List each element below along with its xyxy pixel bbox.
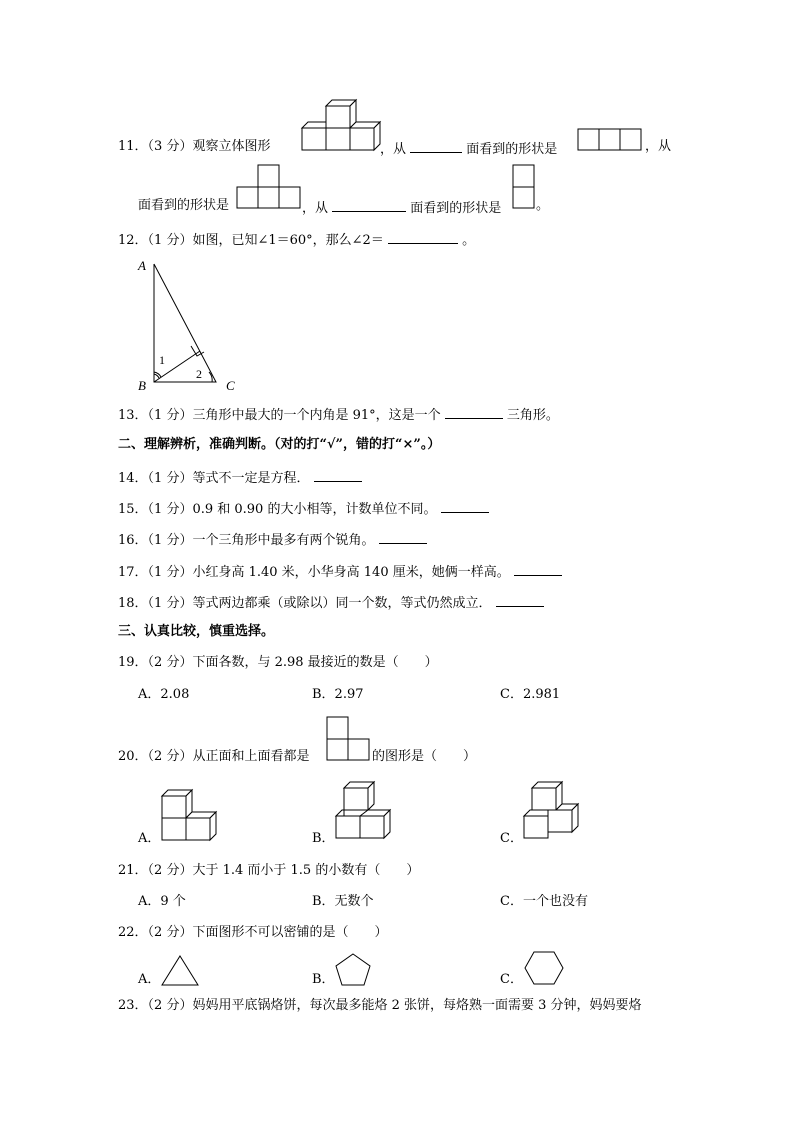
q12-angle-1: 1 [159,353,165,367]
section3-heading: 三、认真比较，慎重选择。 [118,624,275,639]
q11-solid-figure [300,96,380,156]
q11-blank-2[interactable] [332,197,406,212]
q20-text: 20．（2 分）从正面和上面看都是 [118,749,310,764]
q20-option-a-figure[interactable] [160,786,220,846]
q11-line1b [380,138,557,159]
q12-angle-2: 2 [196,367,202,381]
q21-option-b[interactable]: B．无数个 [312,894,374,909]
q12-label-a: A [138,258,146,273]
q14-line [118,467,362,488]
q17-line [118,561,562,582]
q18-line [118,592,544,613]
q22-text: 22．（2 分）下面图形不可以密铺的是（ ） [118,925,388,940]
q20-option-b-label[interactable]: B． [312,831,335,846]
q16-blank[interactable] [379,529,427,544]
q20-view-shape [326,716,372,762]
q12-text: 12．（1 分）如图，已知∠1＝60°，那么∠2＝ [118,233,384,248]
q19-option-c[interactable]: C．2.981 [500,687,561,702]
q11-mid1: ，从 [380,142,407,157]
q21-option-a[interactable]: A．9 个 [138,894,186,909]
q17-text: 17．（1 分）小红身高 1.40 米，小华身高 140 厘米，她俩一样高。 [118,565,510,580]
q18-blank[interactable] [496,592,544,607]
q12-label-c: C [226,378,235,393]
q13-line [118,404,559,425]
q12-triangle-figure [134,254,244,394]
q11-blank-1[interactable] [410,138,462,153]
q18-text: 18．（1 分）等式两边都乘（或除以）同一个数，等式仍然成立． [118,596,492,611]
q11-line2-mid2: 面看到的形状是 [410,201,502,216]
q11-line2a: 面看到的形状是 [138,198,230,213]
q20-option-b-figure[interactable] [334,778,394,844]
q11-prefix: 11．（3 分）观察立体图形 [118,139,271,154]
q11-line2-mid: ，从 [302,201,329,216]
q22-pentagon-shape[interactable] [334,952,374,988]
q11-view-three-squares [577,128,643,152]
q14-text: 14．（1 分）等式不一定是方程． [118,471,310,486]
q12-line [118,229,475,250]
q13-end: 三角形。 [506,408,559,423]
q13-text: 13．（1 分）三角形中最大的一个内角是 91°，这是一个 [118,408,441,423]
q22-option-c-label[interactable]: C． [500,972,523,987]
q19-text: 19．（2 分）下面各数，与 2.98 最接近的数是（ ） [118,655,438,670]
q16-line [118,529,427,550]
q13-blank[interactable] [445,404,503,419]
q20-option-c-figure[interactable] [520,778,584,844]
q22-option-a-label[interactable]: A． [138,972,161,987]
q23-text: 23．（2 分）妈妈用平底锅烙饼，每次最多能烙 2 张饼，每烙熟一面需要 3 分钟，妈妈要烙 [118,998,642,1013]
q11-line2-end: 。 [536,198,550,213]
q11-line1 [118,138,270,156]
q12-end: 。 [462,233,476,248]
q15-text: 15．（1 分）0.9 和 0.90 的大小相等，计数单位不同。 [118,502,437,517]
q17-blank[interactable] [514,561,562,576]
q11-line2b [302,197,501,218]
q19-option-a[interactable]: A．2.08 [138,687,190,702]
q21-option-c[interactable]: C．一个也没有 [500,894,588,909]
q22-hexagon-shape[interactable] [524,950,564,986]
q20-option-c-label[interactable]: C． [500,831,523,846]
q15-blank[interactable] [441,498,489,513]
q22-option-b-label[interactable]: B． [312,972,335,987]
q21-text: 21．（2 分）大于 1.4 而小于 1.5 的小数有（ ） [118,863,420,878]
q12-blank[interactable] [388,229,458,244]
q11-mid2: 面看到的形状是 [466,142,558,157]
q16-text: 16．（1 分）一个三角形中最多有两个锐角。 [118,533,375,548]
q19-option-b[interactable]: B．2.97 [312,687,364,702]
section2-heading: 二、理解辨析，准确判断。（对的打“√”，错的打“×”。） [118,437,441,452]
q11-view-vertical-squares [512,164,536,210]
q20-end: 的图形是（ ） [372,749,477,764]
q20-option-a-label[interactable]: A． [138,831,161,846]
q15-line [118,498,489,519]
q12-label-b: B [138,378,146,393]
q14-blank[interactable] [314,467,362,482]
q11-view-t-shape [236,164,302,210]
q11-mid3: ，从 [645,139,672,154]
q22-triangle-shape[interactable] [160,954,200,988]
